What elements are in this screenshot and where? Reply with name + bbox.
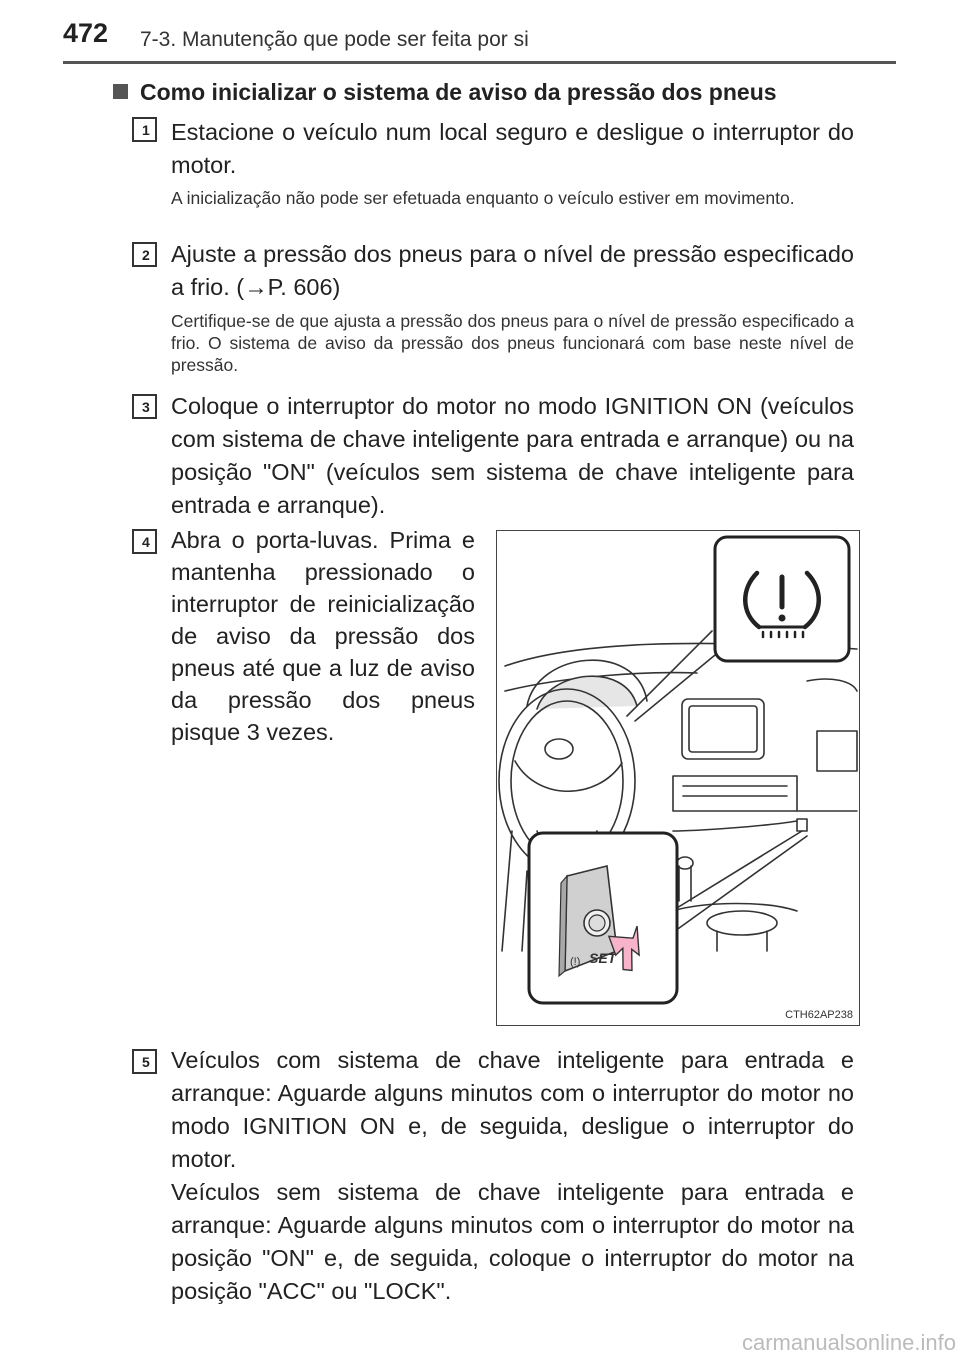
dashboard-illustration: [496, 530, 860, 1026]
heading-text: Como inicializar o sistema de aviso da pressão dos pneus: [140, 79, 777, 105]
step-5-text-b: Veículos sem sistema de chave inteligente para entrada e arranque: Aguarde alguns minutos com o interruptor do motor na posição "ON" e, de seguida, coloque o interruptor do motor na posição "ACC" ou "LOCK".: [171, 1179, 854, 1304]
step-2-number: 2: [132, 242, 157, 267]
step-2-text: Ajuste a pressão dos pneus para o nível de pressão especificado a frio. (→P. 606): [171, 241, 854, 300]
procedure-heading: [113, 79, 777, 106]
step-1-text: Estacione o veículo num local seguro e desligue o interruptor do motor.: [171, 119, 854, 178]
step-5-number: 5: [132, 1049, 157, 1074]
heading-bullet-icon: [113, 84, 128, 99]
step-2-note: Certifique-se de que ajusta a pressão dos pneus para o nível de pressão especificado a frio. O sistema de aviso da pressão dos pneus funcionará com base neste nível de pressão.: [171, 311, 854, 375]
step-3-text: Coloque o interruptor do motor no modo IGNITION ON (veículos com sistema de chave inteligente para entrada e arranque) ou na posição "ON" (veículos sem sistema de chave inteligente para entrada e arranque).: [171, 393, 854, 518]
step-3-number: 3: [132, 394, 157, 419]
step-4-text: Abra o porta-luvas. Prima e mantenha pressionado o interruptor de reinicialização de aviso da pressão dos pneus até que a luz de aviso da pressão dos pneus pisque 3 vezes.: [171, 527, 475, 745]
reset-button-inset: [529, 833, 677, 1003]
step-1-note: A inicialização não pode ser efetuada enquanto o veículo estiver em movimento.: [171, 188, 795, 208]
tpms-symbol-small: (!): [570, 956, 581, 968]
set-button-label: SET: [589, 950, 617, 966]
page-header: [0, 0, 960, 62]
illustration-code: CTH62AP238: [785, 1009, 853, 1021]
step-5-text-a: Veículos com sistema de chave inteligente para entrada e arranque: Aguarde alguns minutos com o interruptor do motor no modo IGNITION ON e, de seguida, desligue o interruptor do motor.: [171, 1047, 854, 1172]
section-title: 7-3. Manutenção que pode ser feita por si: [140, 28, 529, 51]
warning-light-inset: [715, 537, 849, 661]
dashboard-drawing: [497, 531, 859, 1025]
step-1-number: 1: [132, 117, 157, 142]
step-4-number: 4: [132, 529, 157, 554]
watermark: carmanualsonline.info: [741, 1330, 956, 1355]
header-rule: [63, 61, 896, 64]
page-number: 472: [63, 18, 109, 48]
